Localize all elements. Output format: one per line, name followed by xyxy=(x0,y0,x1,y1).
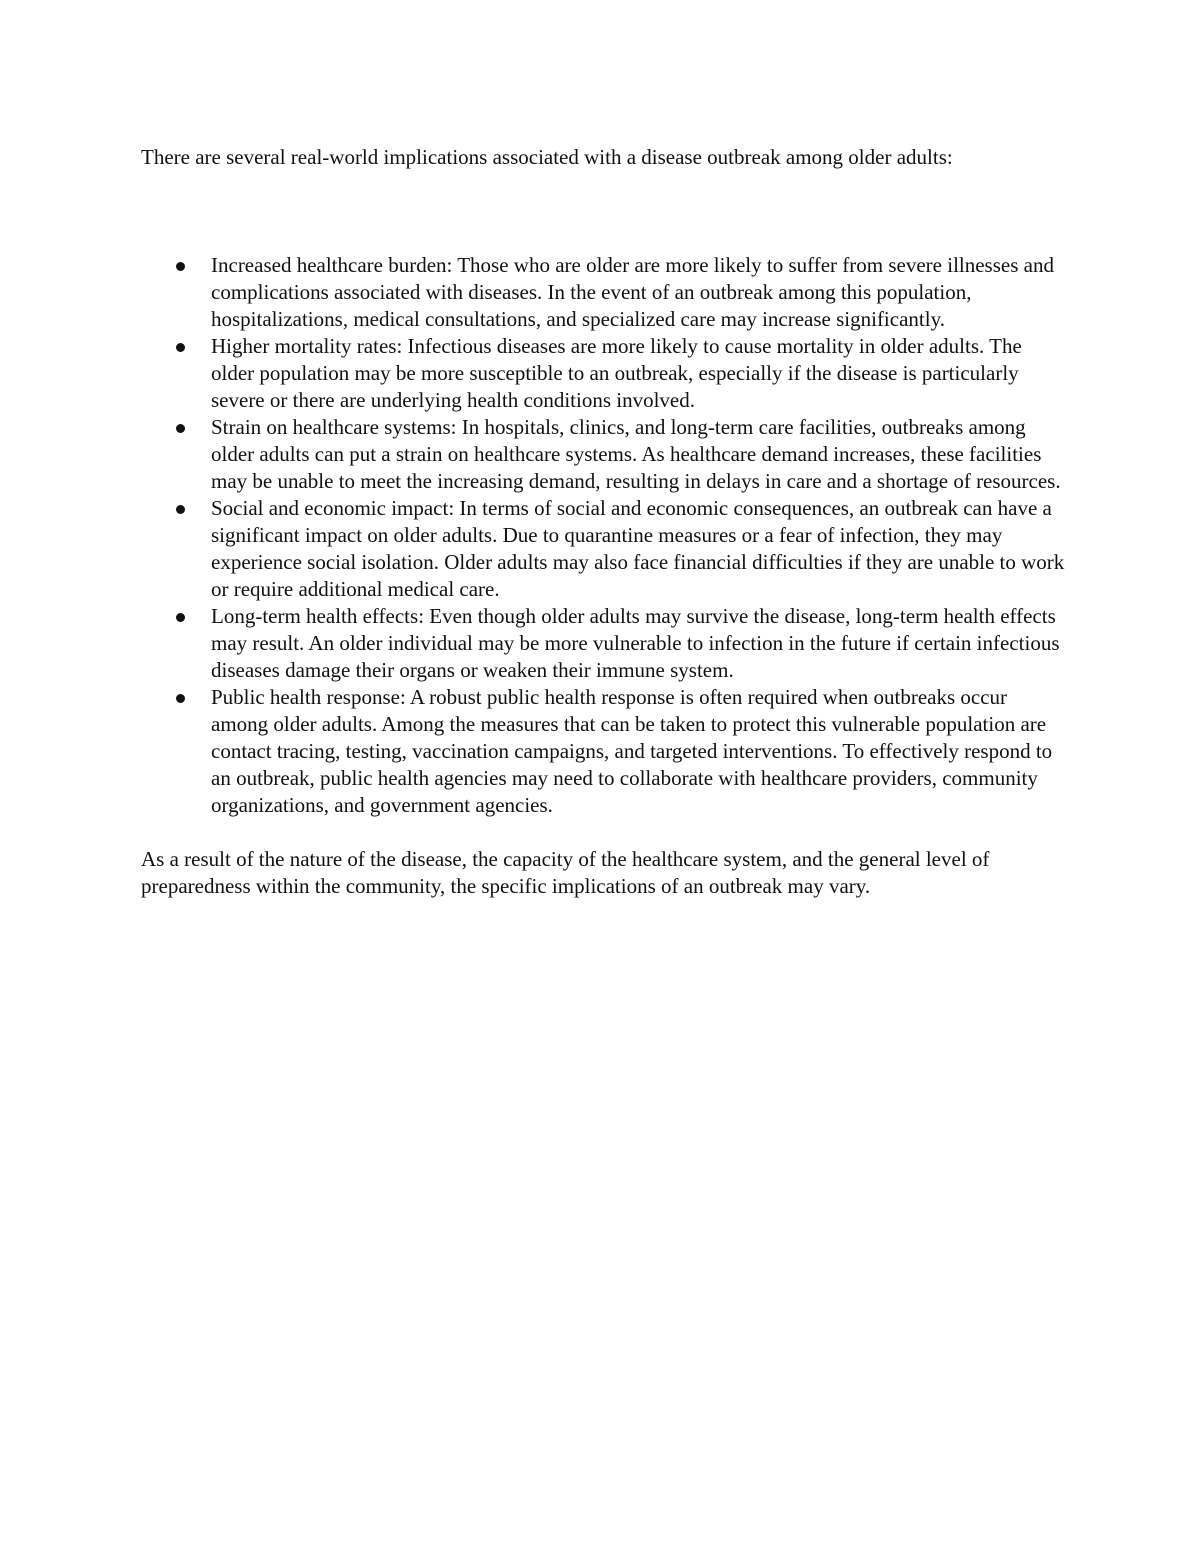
list-item xyxy=(141,414,1066,495)
list-item-text: Public health response: A robust public health response is often required when outbreaks occur among older adults. Among the measures that can be taken to protect this vulnerable population are contact tracing, testing, vaccination campaigns, and targeted interventions. To effectively respond to an outbreak, public health agencies may need to collaborate with healthcare providers, community organizations, and government agencies. xyxy=(211,685,1053,817)
list-item-text: Increased healthcare burden: Those who are older are more likely to suffer from severe illnesses and complications associated with diseases. In the event of an outbreak among this population, hospitalizations, medical consultations, and specialized care may increase significantly. xyxy=(211,253,1054,331)
list-item xyxy=(141,684,1066,819)
list-item xyxy=(141,252,1066,333)
intro-paragraph: There are several real-world implications associated with a disease outbreak among older adults: xyxy=(141,145,953,169)
document-body xyxy=(141,144,1066,900)
bullet-icon xyxy=(176,262,185,271)
conclusion-paragraph: As a result of the nature of the disease, the capacity of the healthcare system, and the general level of preparedness within the community, the specific implications of an outbreak may vary. xyxy=(141,847,990,898)
list-item-text: Social and economic impact: In terms of social and economic consequences, an outbreak can have a significant impact on older adults. Due to quarantine measures or a fear of infection, they may experience social isolation. Older adults may also face financial difficulties if they are unable to work or require additional medical care. xyxy=(211,496,1065,601)
bullet-icon xyxy=(176,694,185,703)
list-item xyxy=(141,603,1066,684)
bullet-icon xyxy=(176,343,185,352)
list-item-text: Strain on healthcare systems: In hospitals, clinics, and long-term care facilities, outbreaks among older adults can put a strain on healthcare systems. As healthcare demand increases, these facilities may be unable to meet the increasing demand, resulting in delays in care and a shortage of resources. xyxy=(211,415,1061,493)
list-item xyxy=(141,495,1066,603)
list-item-text: Long-term health effects: Even though older adults may survive the disease, long-term health effects may result. An older individual may be more vulnerable to infection in the future if certain infectious diseases damage their organs or weaken their immune system. xyxy=(211,604,1060,682)
bullet-icon xyxy=(176,505,185,514)
bullet-icon xyxy=(176,613,185,622)
list-item-text: Higher mortality rates: Infectious diseases are more likely to cause mortality in older adults. The older population may be more susceptible to an outbreak, especially if the disease is particularly severe or there are underlying health conditions involved. xyxy=(211,334,1022,412)
list-item xyxy=(141,333,1066,414)
bullet-icon xyxy=(176,424,185,433)
implications-list xyxy=(141,252,1066,819)
